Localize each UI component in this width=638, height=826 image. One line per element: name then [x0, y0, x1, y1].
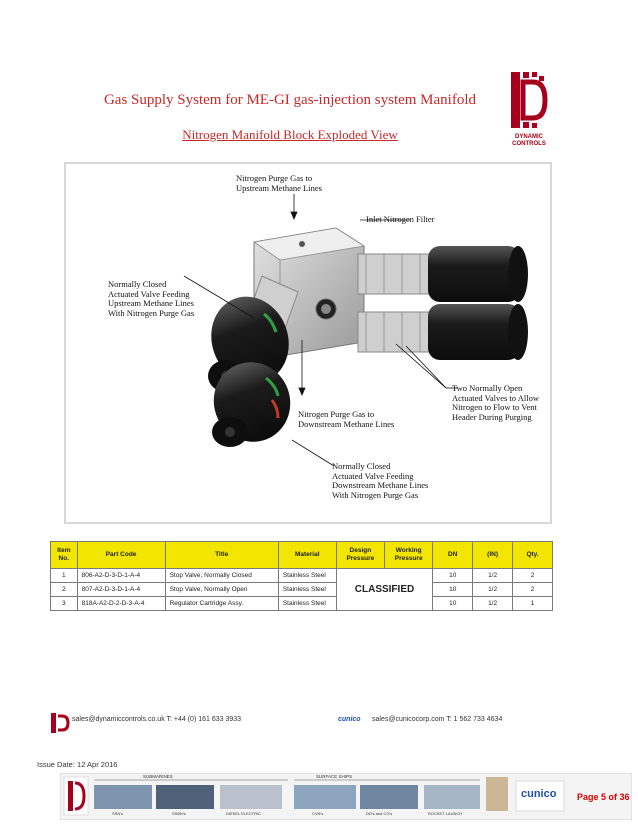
callout-purge-upstream: Nitrogen Purge Gas to Upstream Methane Lines: [236, 173, 322, 193]
cell-item: 3: [51, 597, 78, 611]
footer-surface-ships-label: SURFACE SHIPS: [316, 774, 353, 779]
cell-part-code: 806-A2-D-3-D-1-A-4: [77, 569, 165, 583]
cell-material: Stainless Steel: [278, 597, 336, 611]
col-design-pressure: Design Pressure: [336, 542, 384, 569]
cell-qty: 2: [513, 583, 553, 597]
cell-material: Stainless Steel: [278, 583, 336, 597]
right-actuator-lower: [358, 304, 528, 360]
manifold-illustration: [66, 164, 550, 522]
classified-pressure-note: CLASSIFIED: [336, 569, 433, 611]
document-subtitle: Nitrogen Manifold Block Exploded View: [182, 127, 398, 142]
callout-nc-upstream-valve: Normally Closed Actuated Valve Feeding Upstream Methane Lines With Nitrogen Purge Gas: [108, 279, 195, 318]
cell-material: Stainless Steel: [278, 569, 336, 583]
callout-purge-downstream: Nitrogen Purge Gas to Downstream Methane Lines: [298, 409, 395, 429]
table-row: [51, 583, 553, 597]
cunico-contact: sales@cunicocorp.com T: 1 562 733 4634: [372, 716, 503, 723]
issue-date: Issue Date: 12 Apr 2016: [37, 760, 118, 769]
footer-caption-rocket: ROCKET LAUNCH: [428, 811, 463, 816]
cell-title: Stop Valve, Normally Closed: [165, 569, 278, 583]
col-material: Material: [278, 542, 336, 569]
dynamic-controls-logo: [505, 66, 553, 150]
table-header-row: [51, 542, 553, 569]
callout-inlet-filter: Inlet Nitrogen Filter: [366, 214, 435, 224]
cell-part-code: 818A-A2-D-2-D-3-A-4: [77, 597, 165, 611]
dynamic-controls-small-logo-icon: [50, 712, 70, 734]
cell-in: 1/2: [473, 569, 513, 583]
cell-title: Regulator Cartridge Assy.: [165, 597, 278, 611]
cell-item: 1: [51, 569, 78, 583]
callout-no-vent-valves: Two Normally Open Actuated Valves to Allow Nitrogen to Flow to Vent Header During Purging: [452, 383, 539, 422]
cell-qty: 1: [513, 597, 553, 611]
footer-caption-ssbn: SSBN's: [172, 811, 186, 816]
cell-in: 1/2: [473, 597, 513, 611]
dynamic-controls-logo-mark: [505, 66, 553, 134]
callout-nc-downstream-valve: Normally Closed Actuated Valve Feeding Downstream Methane Lines With Nitrogen Purge Gas: [332, 461, 429, 500]
cunico-small-logo: cunico: [338, 716, 361, 723]
cell-dn: 10: [433, 597, 473, 611]
table-row: [51, 597, 553, 611]
cell-part-code: 807-A2-D-3-D-1-A-4: [77, 583, 165, 597]
cell-dn: 10: [433, 569, 473, 583]
cell-item: 2: [51, 583, 78, 597]
footer-caption-diesel: DIESEL ELECTRIC: [226, 811, 261, 816]
footer-caption-dd-cg: DD's and CG's: [366, 811, 393, 816]
document-title: Gas Supply System for ME-GI gas-injection system Manifold: [103, 92, 477, 108]
dynamic-contact: sales@dynamiccontrols.co.uk T: +44 (0) 161 633 3933: [72, 716, 242, 723]
logo-caption-line2: CONTROLS: [512, 141, 546, 147]
col-qty: Qty.: [513, 542, 553, 569]
col-working-pressure: Working Pressure: [385, 542, 433, 569]
table-row: [51, 569, 553, 583]
cell-qty: 2: [513, 569, 553, 583]
manifold-exploded-view: [64, 162, 552, 524]
page-number: Page 5 of 36: [577, 792, 630, 802]
footer-cunico-logo: cunico: [521, 788, 557, 800]
logo-caption-line1: DYNAMIC: [515, 134, 543, 140]
footer-submarines-label: SUBMARINES: [143, 774, 173, 779]
col-in: (IN): [473, 542, 513, 569]
cell-title: Stop Valve, Normally Open: [165, 583, 278, 597]
parts-table: [50, 541, 553, 611]
col-part-code: Part Code: [77, 542, 165, 569]
right-actuator-upper: [358, 246, 528, 302]
footer-caption-cvn: CVN's: [312, 811, 324, 816]
footer-caption-ssn: SSN's: [112, 811, 123, 816]
cell-in: 1/2: [473, 583, 513, 597]
cell-dn: 10: [433, 583, 473, 597]
col-title: Title: [165, 542, 278, 569]
col-item-no: Item No.: [51, 542, 78, 569]
col-dn: DN: [433, 542, 473, 569]
